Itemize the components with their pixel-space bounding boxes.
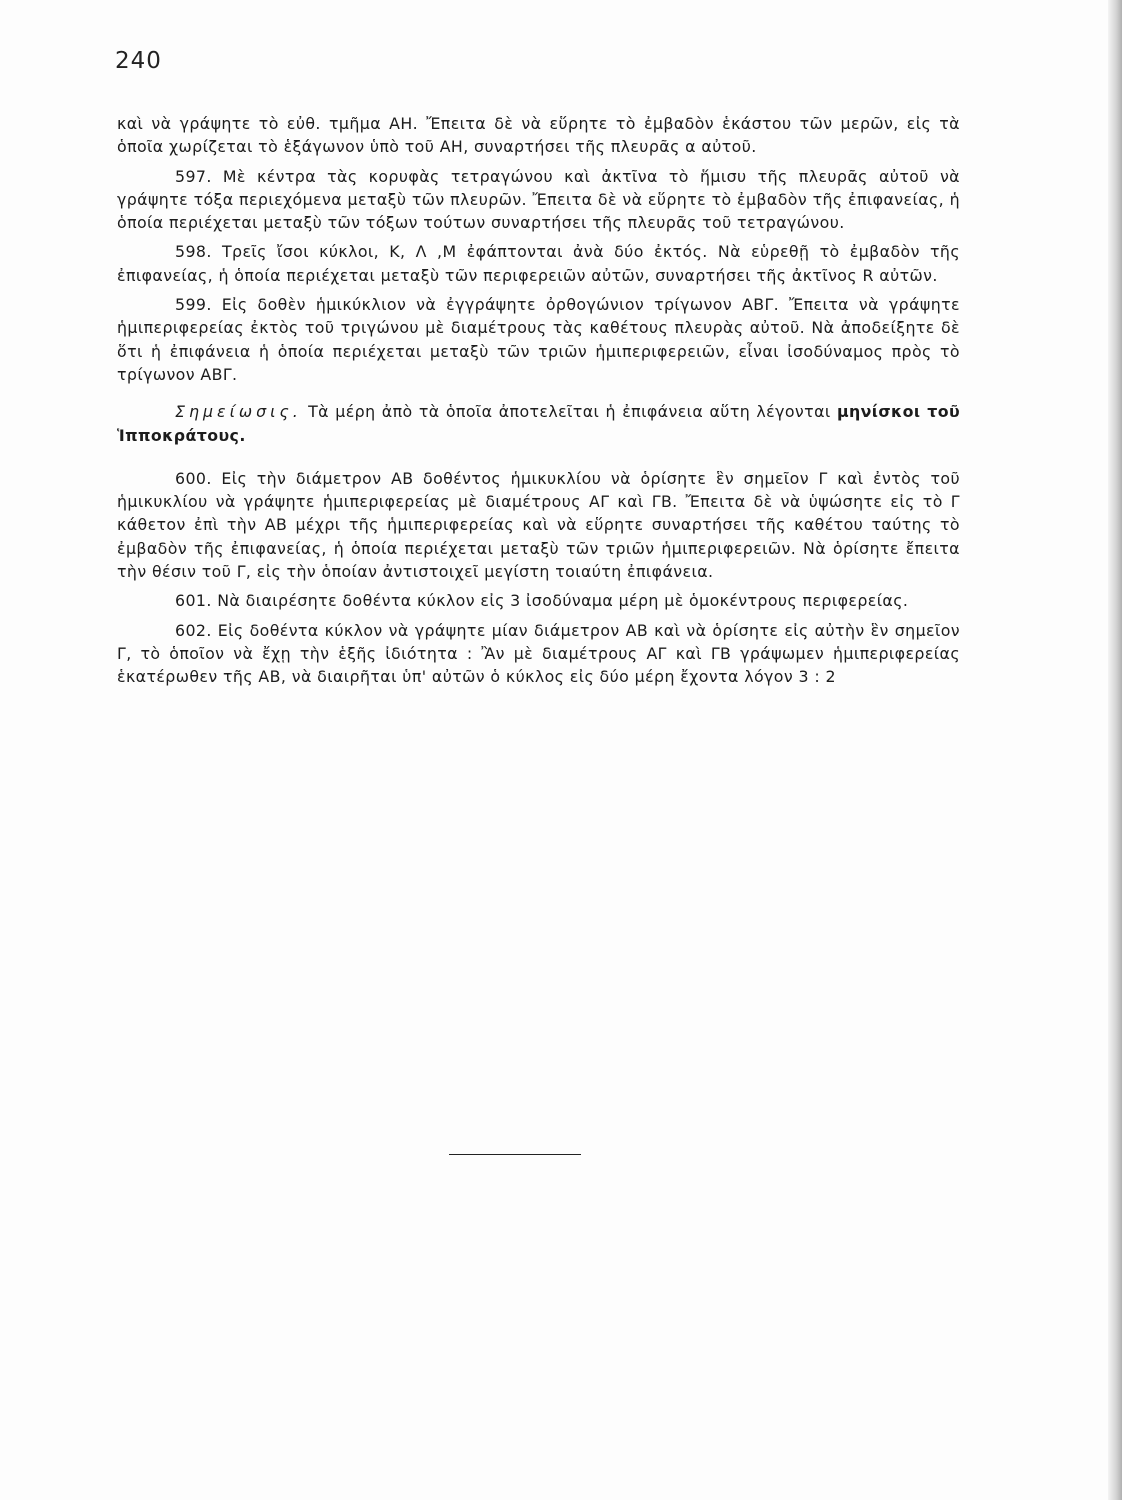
page-number: 240 — [115, 48, 162, 74]
problem-598: 598. Τρεῖς ἴσοι κύκλοι, Κ, Λ ,Μ ἐφάπτονται ἀνὰ δύο ἐκτός. Νὰ εὑρεθῇ τὸ ἐμβαδὸν τῆς ἐπιφανείας, ἡ ὁποία περιέχεται μεταξὺ τῶν περιφερειῶν αὐτῶν, συναρτήσει τῆς ἀκτῖνος R αὐτῶν. — [117, 242, 960, 285]
problem-600: 600. Εἰς τὴν διάμετρον ΑΒ δοθέντος ἡμικυκλίου νὰ ὁρίσητε ἓν σημεῖον Γ καὶ ἐντὸς τοῦ ἡμικυκλίου νὰ γράψητε ἡμιπεριφερείας μὲ διαμέτρους ΑΓ καὶ ΓΒ. Ἔπειτα δὲ νὰ ὑψώσητε εἰς τὸ Γ κάθετον ἐπὶ τὴν ΑΒ μέχρι τῆς ἡμιπεριφερείας καὶ νὰ εὕρητε συναρτήσει τῆς καθέτου ταύτης τὸ ἐμβαδὸν τῆς ἐπιφανείας, ἡ ὁποία περιέχεται μεταξὺ τῶν τριῶν ἡμιπεριφερειῶν. Νὰ ὁρίσητε ἔπειτα τὴν θέσιν τοῦ Γ, εἰς τὴν ὁποίαν ἀντιστοιχεῖ μεγίστη τοιαύτη ἐπιφάνεια. — [117, 468, 960, 582]
scan-edge-shadow — [1108, 0, 1122, 1500]
note-term: μηνίσκοι τοῦ Ἱπποκράτους. — [117, 402, 961, 445]
problem-601: 601. Νὰ διαιρέσητε δοθέντα κύκλον εἰς 3 ἰσοδύναμα μέρη μὲ ὁμοκέντρους περιφερείας. — [175, 591, 909, 611]
problem-597: 597. Μὲ κέντρα τὰς κορυφὰς τετραγώνου καὶ ἀκτῖνα τὸ ἥμισυ τῆς πλευρᾶς αὐτοῦ νὰ γράψητε τόξα περιεχόμενα μεταξὺ τῶν πλευρῶν. Ἔπειτα δὲ νὰ εὕρητε τὸ ἐμβαδὸν τῆς ἐπιφανείας, ἡ ὁποία περιέχεται μεταξὺ τῶν τόξων τούτων συναρτήσει τῆς πλευρᾶς τοῦ τετραγώνου. — [117, 166, 960, 233]
note-paragraph — [117, 400, 960, 447]
problem-599: 599. Εἰς δοθὲν ἡμικύκλιον νὰ ἐγγράψητε ὀρθογώνιον τρίγωνον ΑΒΓ. Ἔπειτα νὰ γράψητε ἡμιπεριφερείας ἐκτὸς τοῦ τριγώνου μὲ διαμέτρους τὰς καθέτους πλευρὰς αὐτοῦ. Νὰ ἀποδείξητε δὲ ὅτι ἡ ἐπιφάνεια ἡ ὁποία περιέχεται μεταξὺ τῶν τριῶν ἡμιπεριφερειῶν, εἶναι ἰσοδύναμος πρὸς τὸ τρίγωνον ΑΒΓ. — [117, 295, 960, 384]
end-rule — [449, 1154, 581, 1155]
paragraph-intro: καὶ νὰ γράψητε τὸ εὐθ. τμῆμα ΑΗ. Ἔπειτα δὲ νὰ εὕρητε τὸ ἐμβαδὸν ἑκάστου τῶν μερῶν, εἰς τὰ ὁποῖα χωρίζεται τὸ ἑξάγωνον ὑπὸ τοῦ ΑΗ, συναρτήσει τῆς πλευρᾶς α αὐτοῦ. — [117, 114, 960, 157]
problem-602: 602. Εἰς δοθέντα κύκλον νὰ γράψητε μίαν διάμετρον ΑΒ καὶ νὰ ὁρίσητε εἰς αὐτὴν ἓν σημεῖον Γ, τὸ ὁποῖον νὰ ἔχῃ τὴν ἑξῆς ἰδιότητα : Ἂν μὲ διαμέτρους ΑΓ καὶ ΓΒ γράψωμεν ἡμιπεριφερείας ἑκατέρωθεν τῆς ΑΒ, νὰ διαιρῆται ὑπ' αὐτῶν ὁ κύκλος εἰς δύο μέρη ἔχοντα λόγον 3 : 2 — [117, 620, 960, 687]
main-text — [117, 112, 960, 695]
note-label: Σημείωσις. — [175, 402, 302, 422]
note-text: Τὰ μέρη ἀπὸ τὰ ὁποῖα ἀποτελεῖται ἡ ἐπιφάνεια αὕτη λέγονται — [308, 402, 831, 422]
